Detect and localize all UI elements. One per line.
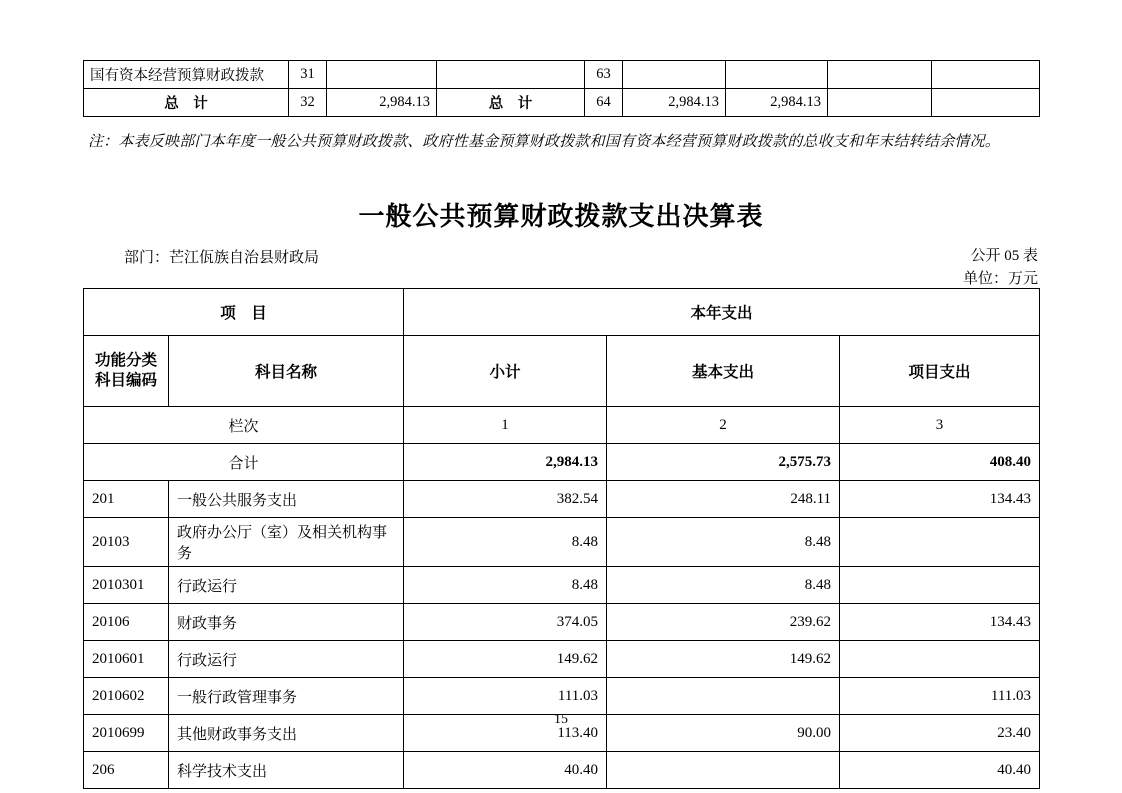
column-number-2: 2 (607, 407, 840, 444)
row-basic (607, 678, 840, 715)
row-project (840, 518, 1040, 567)
form-code: 公开 05 表 (970, 248, 1038, 264)
row-amount-right-1 (623, 61, 726, 89)
row-subtotal: 40.40 (404, 752, 607, 789)
row-amount-left (327, 61, 437, 89)
header-subject-name: 科目名称 (169, 336, 404, 407)
row-code: 20106 (84, 604, 169, 641)
row-extra-1 (828, 89, 932, 117)
row-amount-right-2: 2,984.13 (726, 89, 828, 117)
row-basic: 8.48 (607, 518, 840, 567)
row-name: 其他财政事务支出 (169, 715, 404, 752)
row-project: 111.03 (840, 678, 1040, 715)
page-number: 15 (554, 712, 568, 727)
row-code: 2010601 (84, 641, 169, 678)
table-row (84, 518, 1040, 567)
row-extra-2 (932, 61, 1040, 89)
row-subtotal: 382.54 (404, 481, 607, 518)
page-title: 一般公共预算财政拨款支出决算表 (358, 201, 764, 231)
row-code-left: 31 (289, 61, 327, 89)
row-basic: 90.00 (607, 715, 840, 752)
row-name: 一般行政管理事务 (169, 678, 404, 715)
row-extra-2 (932, 89, 1040, 117)
form-meta (963, 245, 1038, 291)
table-header-group-row (84, 289, 1040, 336)
table-row (84, 641, 1040, 678)
column-row-label: 栏次 (84, 407, 404, 444)
table-row (84, 678, 1040, 715)
row-project: 23.40 (840, 715, 1040, 752)
header-subtotal: 小计 (404, 336, 607, 407)
row-basic (607, 752, 840, 789)
row-amount-right-2 (726, 61, 828, 89)
header-basic-expenditure: 基本支出 (607, 336, 840, 407)
row-name: 财政事务 (169, 604, 404, 641)
row-name: 行政运行 (169, 641, 404, 678)
row-subtotal: 374.05 (404, 604, 607, 641)
row-name: 一般公共服务支出 (169, 481, 404, 518)
row-project (840, 567, 1040, 604)
header-group-expenditure: 本年支出 (404, 289, 1040, 336)
table-row (84, 61, 1040, 89)
row-name: 政府办公厅（室）及相关机构事务 (169, 518, 404, 567)
column-number-row (84, 407, 1040, 444)
table-note: 注：本表反映部门本年度一般公共预算财政拨款、政府性基金预算财政拨款和国有资本经营预算财政拨款的总收支和年末结转结余情况。 (88, 134, 1001, 150)
row-extra-1 (828, 61, 932, 89)
continued-budget-table (83, 60, 1040, 117)
row-project: 134.43 (840, 604, 1040, 641)
row-amount-left: 2,984.13 (327, 89, 437, 117)
row-name: 科学技术支出 (169, 752, 404, 789)
row-label-right: 总 计 (437, 89, 585, 117)
row-code: 2010301 (84, 567, 169, 604)
row-subtotal: 8.48 (404, 518, 607, 567)
row-code: 2010602 (84, 678, 169, 715)
row-subtotal: 113.40 (404, 715, 607, 752)
total-subtotal: 2,984.13 (404, 444, 607, 481)
row-code-right: 63 (585, 61, 623, 89)
total-project: 408.40 (840, 444, 1040, 481)
row-subtotal: 8.48 (404, 567, 607, 604)
table-row-total (84, 89, 1040, 117)
row-name: 行政运行 (169, 567, 404, 604)
row-project: 134.43 (840, 481, 1040, 518)
row-project: 40.40 (840, 752, 1040, 789)
row-basic: 149.62 (607, 641, 840, 678)
department-label: 部门：芒江佤族自治县财政局 (124, 250, 320, 266)
row-basic: 8.48 (607, 567, 840, 604)
row-code-left: 32 (289, 89, 327, 117)
table-header-row (84, 336, 1040, 407)
header-group-item: 项 目 (84, 289, 404, 336)
table-row (84, 481, 1040, 518)
row-amount-right-1: 2,984.13 (623, 89, 726, 117)
row-basic: 248.11 (607, 481, 840, 518)
total-basic: 2,575.73 (607, 444, 840, 481)
total-label: 合计 (84, 444, 404, 481)
row-subtotal: 111.03 (404, 678, 607, 715)
total-row (84, 444, 1040, 481)
row-subtotal: 149.62 (404, 641, 607, 678)
row-label-right (437, 61, 585, 89)
table-row (84, 604, 1040, 641)
column-number-1: 1 (404, 407, 607, 444)
row-code: 206 (84, 752, 169, 789)
row-label: 国有资本经营预算财政拨款 (84, 61, 289, 89)
header-function-code: 功能分类 科目编码 (84, 336, 169, 407)
row-project (840, 641, 1040, 678)
row-code: 201 (84, 481, 169, 518)
table-row (84, 567, 1040, 604)
row-label: 总 计 (84, 89, 289, 117)
row-basic: 239.62 (607, 604, 840, 641)
row-code: 20103 (84, 518, 169, 567)
column-number-3: 3 (840, 407, 1040, 444)
continued-table-container (83, 60, 1039, 117)
row-code-right: 64 (585, 89, 623, 117)
table-row (84, 752, 1040, 789)
unit-label: 单位：万元 (962, 271, 1038, 287)
row-code: 2010699 (84, 715, 169, 752)
header-project-expenditure: 项目支出 (840, 336, 1040, 407)
